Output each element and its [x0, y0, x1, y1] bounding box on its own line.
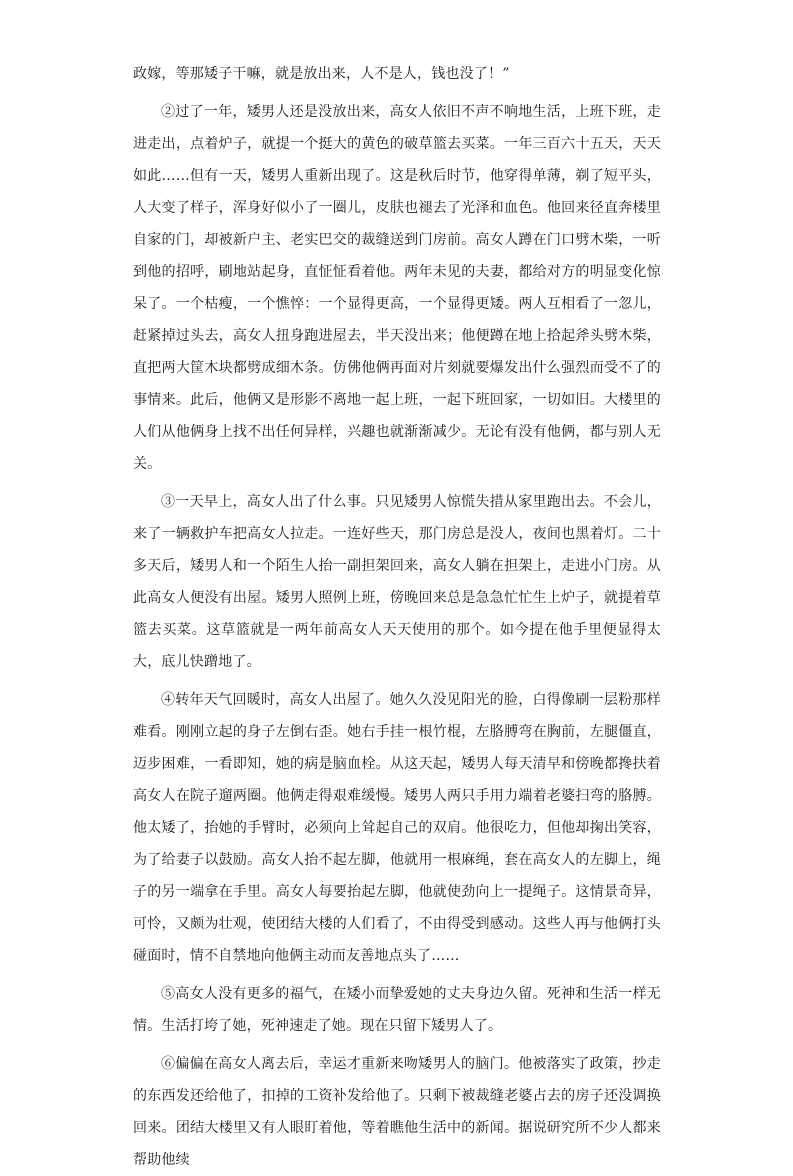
- paragraph-2: ②过了一年，矮男人还是没放出来，高女人依旧不声不响地生活，上班下班，走进走出，点着炉子，就提一个挺大的黄色的破草篮去买菜。一年三百六十五天，天天如此……但有一天，矮男人重新出现了。这是秋后时节，他穿得单薄，剃了短平头，人大变了样子，浑身好似小了一圈儿，皮肤也褪去了光泽和血色。他回来径直奔楼里自家的门，却被新户主、老实巴交的裁缝送到门房前。高女人蹲在门口劈木柴，一听到他的招呼，刷地站起身，直怔怔看着他。两年未见的夫妻，都给对方的明显变化惊呆了。一个枯瘦，一个憔悴：一个显得更高，一个显得更矮。两人互相看了一忽儿，赶紧掉过头去，高女人扭身跑进屋去，半天没出来；他便蹲在地上拾起斧头劈木柴，直把两大筐木块都劈成细木条。仿佛他俩再面对片刻就要爆发出什么强烈而受不了的事情来。此后，他俩又是形影不离地一起上班，一起下班回家，一切如旧。大楼里的人们从他俩身上找不出任何异样，兴趣也就渐渐减少。无论有没有他俩，都与别人无关。: [133, 104, 661, 472]
- paragraph-5: ⑤高女人没有更多的福气，在矮小而挚爱她的丈夫身边久留。死神和生活一样无情。生活打垮了她，死神速走了她。现在只留下矮男人了。: [133, 986, 661, 1034]
- paragraph-3: ③一天早上，高女人出了什么事。只见矮男人惊慌失措从家里跑出去。不会儿，来了一辆救护车把高女人拉走。一连好些天，那门房总是没人，夜间也黑着灯。二十多天后，矮男人和一个陌生人抬一副担架回来，高女人躺在担架上，走进小门房。从此高女人便没有出屋。矮男人照例上班，傍晚回来总是急急忙忙生上炉子，就提着草篮去买菜。这草篮就是一两年前高女人天天使用的那个。如今提在他手里便显得太大，底儿快蹭地了。: [133, 494, 661, 670]
- paragraph-4: ④转年天气回暖时，高女人出屋了。她久久没见阳光的脸，白得像刷一层粉那样难看。刚刚立起的身子左倒右歪。她右手挂一根竹棍，左胳膊弯在胸前，左腿僵直，迈步困难，一看即知，她的病是脑血栓。从这天起，矮男人每天清早和傍晚都搀扶着高女人在院子遛两圈。他俩走得艰难缓慢。矮男人两只手用力端着老婆扫弯的胳膊。他太矮了，抬她的手臂时，必须向上耸起自己的双肩。他很吃力，但他却掬出笑容，为了给妻子以鼓励。高女人抬不起左脚，他就用一根麻绳，套在高女人的左脚上，绳子的另一端拿在手里。高女人每要抬起左脚，他就使劲向上一提绳子。这情景奇异，可怜，又颇为壮观，使团结大楼的人们看了，不由得受到感动。这些人再与他俩打头碰面时，情不自禁地向他俩主动而友善地点头了……: [133, 692, 661, 964]
- article-body: [133, 58, 661, 1176]
- paragraph-continuation: 政嫁，等那矮子干嘛，就是放出来，人不是人，钱也没了！”: [133, 66, 510, 82]
- paragraph-6: ⑥偏偏在高女人离去后，幸运才重新来吻矮男人的脑门。他被落实了政策，抄走的东西发还给他了，扣掉的工资补发给他了。只剩下被裁缝老婆占去的房子还没调换回来。团结大楼里又有人眼盯着他，等着瞧他生活中的新闻。据说研究所不少人都来帮助他续: [133, 1056, 661, 1168]
